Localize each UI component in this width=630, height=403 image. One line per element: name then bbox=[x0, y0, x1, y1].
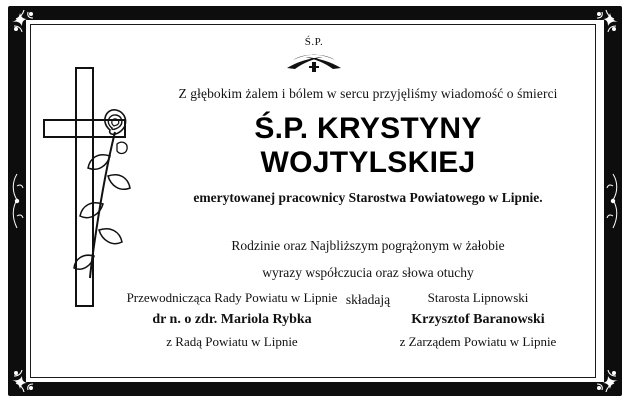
deceased-role: emerytowanej pracownicy Starostwa Powiatowego w Lipnie. bbox=[193, 190, 543, 205]
signature-title: Starosta Lipnowski bbox=[427, 290, 529, 305]
palm-branch-icon bbox=[283, 48, 345, 76]
condolence-line: składają bbox=[345, 292, 391, 307]
signature-subtitle: z Zarządem Powiatu w Lipnie bbox=[399, 334, 557, 349]
floral-edge-ornament-icon bbox=[9, 170, 25, 232]
notice-text bbox=[150, 86, 586, 313]
emblem bbox=[279, 36, 349, 80]
signature-right bbox=[366, 288, 590, 352]
signature-name: Krzysztof Baranowski bbox=[411, 312, 545, 327]
signature-title: Przewodnicząca Rady Powiatu w Lipnie bbox=[126, 290, 338, 305]
signature-left bbox=[120, 288, 344, 352]
emblem-sp-mark: Ś.P. bbox=[304, 36, 324, 48]
condolence-line: wyrazy współczucia oraz słowa otuchy bbox=[262, 265, 474, 280]
cross-with-rose-icon bbox=[36, 64, 154, 310]
signature-subtitle: z Radą Powiatu w Lipnie bbox=[166, 334, 298, 349]
floral-edge-ornament-icon bbox=[605, 170, 621, 232]
signature-name: dr n. o zdr. Mariola Rybka bbox=[152, 312, 312, 327]
intro-line: Z głębokim żalem i bólem w sercu przyjęliśmy wiadomość o śmierci bbox=[178, 86, 558, 101]
signature-block bbox=[120, 288, 590, 352]
deceased-name: Ś.P. KRYSTYNY WOJTYLSKIEJ bbox=[254, 112, 482, 179]
condolence-line: Rodzinie oraz Najbliższym pogrążonym w żałobie bbox=[231, 238, 505, 253]
